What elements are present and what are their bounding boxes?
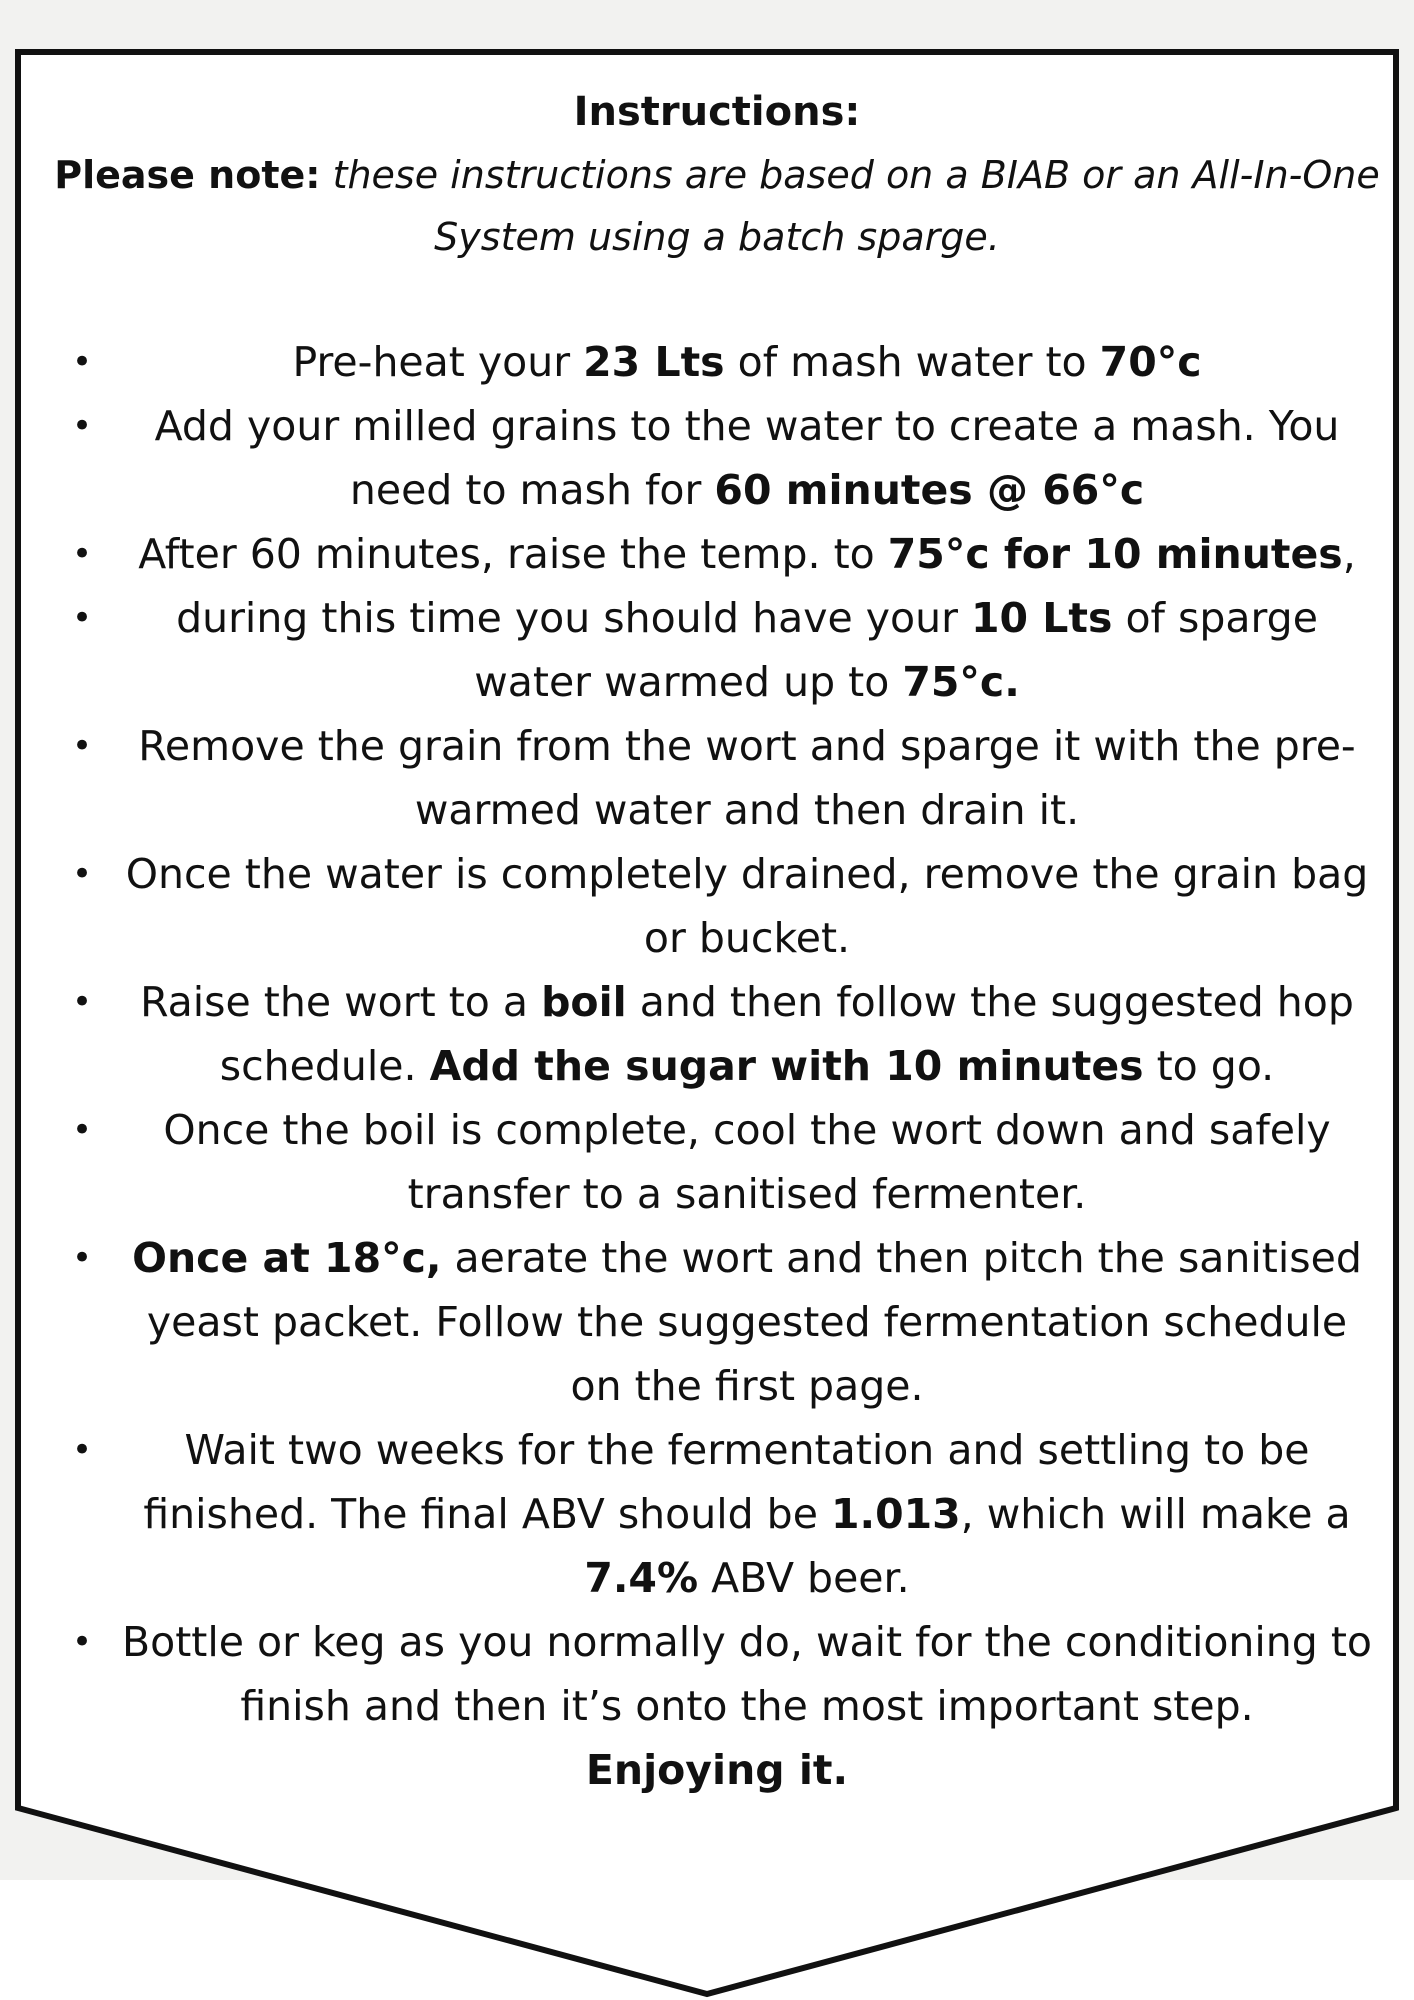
step-text: Once the water is completely drained, remove the grain bag or bucket.: [125, 850, 1369, 962]
step-text: ABV beer.: [698, 1554, 910, 1602]
step-emphasis: boil: [541, 978, 627, 1026]
step-emphasis: 60 minutes @ 66°c: [714, 466, 1145, 514]
step-item: [40, 394, 1394, 522]
step-emphasis: 10 Lts: [970, 594, 1113, 642]
bullet-icon: •: [72, 726, 93, 766]
step-text: After 60 minutes, raise the temp. to: [138, 530, 888, 578]
step-emphasis: 75°c for 10 minutes: [887, 530, 1343, 578]
step-item: [40, 970, 1394, 1098]
step-emphasis: 7.4%: [584, 1554, 699, 1602]
instructions-content: [40, 80, 1394, 1802]
step-item: [40, 1098, 1394, 1226]
step-text: Wait two weeks for the fermentation and settling to be finished. The final ABV should be: [143, 1426, 1310, 1538]
please-note: [40, 144, 1394, 268]
step-item: [40, 586, 1394, 714]
step-item: [40, 714, 1394, 842]
step-item: [40, 522, 1394, 586]
closing-text: Enjoying it.: [585, 1746, 849, 1794]
step-text: during this time you should have your: [176, 594, 971, 642]
step-item: [40, 1610, 1394, 1738]
bullet-icon: •: [72, 1430, 93, 1470]
step-item: [40, 842, 1394, 970]
step-text: Raise the wort to a: [140, 978, 542, 1026]
bullet-icon: •: [72, 534, 93, 574]
steps-list: [40, 330, 1394, 1738]
instructions-heading: Instructions:: [573, 89, 861, 135]
note-label: Please note:: [54, 153, 321, 197]
step-emphasis: Once at 18°c,: [132, 1234, 442, 1282]
bullet-icon: •: [72, 342, 93, 382]
step-item: [40, 1226, 1394, 1418]
bullet-icon: •: [72, 854, 93, 894]
step-emphasis: 70°c: [1099, 338, 1202, 386]
step-text: Remove the grain from the wort and sparge it with the pre-warmed water and then drain it.: [138, 722, 1356, 834]
step-text: Pre-heat your: [292, 338, 584, 386]
bullet-icon: •: [72, 598, 93, 638]
bullet-icon: •: [72, 1622, 93, 1662]
step-text: aerate the wort and then pitch the sanitised yeast packet. Follow the suggested fermentation schedule on the first page.: [146, 1234, 1362, 1410]
step-text: ,: [1342, 530, 1356, 578]
step-emphasis: 23 Lts: [583, 338, 725, 386]
bullet-icon: •: [72, 406, 93, 446]
step-item: [40, 1418, 1394, 1610]
bullet-icon: •: [72, 982, 93, 1022]
step-emphasis: 75°c.: [902, 658, 1020, 706]
step-emphasis: Add the sugar with 10 minutes: [429, 1042, 1144, 1090]
step-text: Bottle or keg as you normally do, wait for the conditioning to finish and then it’s onto the most important step.: [122, 1618, 1372, 1730]
step-text: to go.: [1143, 1042, 1275, 1090]
step-text: , which will make a: [960, 1490, 1351, 1538]
step-text: Add your milled grains to the water to create a mash. You need to mash for: [154, 402, 1340, 514]
step-text: and then follow the suggested hop schedule.: [219, 978, 1354, 1090]
bullet-icon: •: [72, 1110, 93, 1150]
step-emphasis: 1.013: [830, 1490, 961, 1538]
step-text: of sparge water warmed up to: [474, 594, 1318, 706]
bullet-icon: •: [72, 1238, 93, 1278]
step-item: [40, 330, 1394, 394]
step-text: Once the boil is complete, cool the wort down and safely transfer to a sanitised fermenter.: [163, 1106, 1331, 1218]
step-text: of mash water to: [724, 338, 1100, 386]
note-text: these instructions are based on a BIAB or an All-In-One System using a batch sparge.: [332, 153, 1380, 259]
